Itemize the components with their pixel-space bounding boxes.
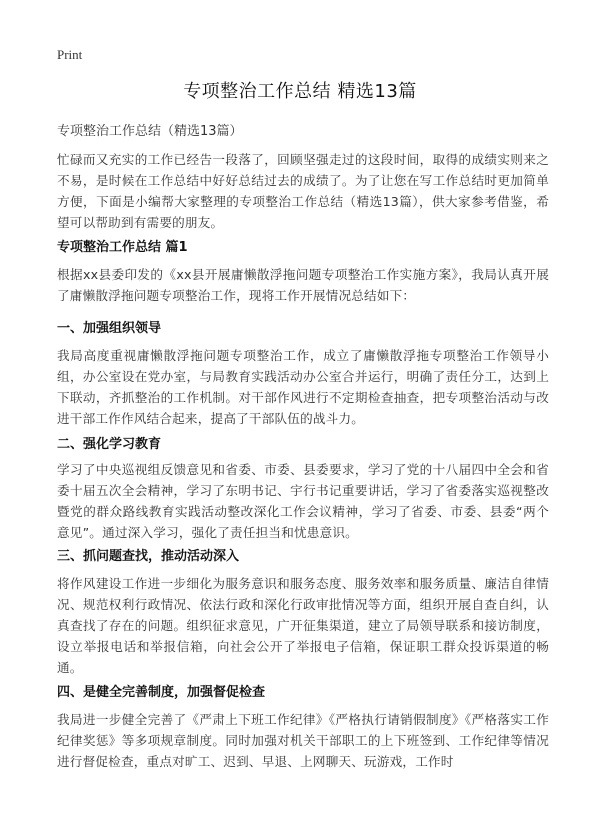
section-body-2: 学习了中央巡视组反馈意见和省委、市委、县委要求，学习了党的十八届四中全会和省委十届五次全会精神，学习了东明书记、宇行书记重要讲话，学习了省委落实巡视整改暨党的群众路线教育实践活动整改深化工作会议精神，学习了省委、市委、县委“两个意见”。通过深入学习，强化了责任担当和忧患意识。: [57, 462, 549, 540]
article-intro-paragraph: 根据xx县委印发的《xx县开展庸懒散浮拖问题专项整治工作实施方案》，我局认真开展了庸懒散浮拖问题专项整治工作，现将工作开展情况总结如下：: [57, 267, 549, 303]
section-heading-2: 二、强化学习教育: [57, 437, 162, 452]
print-label[interactable]: Print: [57, 47, 83, 62]
section-body-4: 我局进一步健全完善了《严肃上下班工作纪律》《严格执行请销假制度》《严格落实工作纪律奖惩》等多项规章制度。同时加强对机关干部职工的上下班签到、工作纪律等情况进行督促检查，重点对旷工、迟到、早退、上网聊天、玩游戏，工作时: [57, 712, 549, 769]
section-heading-1: 一、加强组织领导: [57, 321, 162, 336]
document-subtitle: 专项整治工作总结（精选13篇）: [57, 124, 243, 139]
page-title: 专项整治工作总结 精选13篇: [183, 81, 417, 102]
article-heading: 专项整治工作总结 篇1: [57, 240, 188, 255]
section-heading-3: 三、抓问题查找，推动活动深入: [57, 549, 240, 564]
section-body-3: 将作风建设工作进一步细化为服务意识和服务态度、服务效率和服务质量、廉洁自律情况、规范权利行政情况、依法行政和深化行政审批情况等方面，组织开展自查自纠，认真查找了存在的问题。组织征求意见，广开征集渠道，建立了局领导联系和接访制度，设立举报电话和举报信箱，向社会公开了举报电子信箱，保证职工群众投诉渠道的畅通。: [57, 576, 549, 675]
intro-paragraph: 忙碌而又充实的工作已经告一段落了，回顾坚强走过的这段时间，取得的成绩实则来之不易，是时候在工作总结中好好总结过去的成绩了。为了让您在写工作总结时更加简单方便，下面是小编帮大家整理的专项整治工作总结（精选13篇），供大家参考借鉴，希望可以帮助到有需要的朋友。: [57, 152, 549, 230]
section-heading-4: 四、是健全完善制度，加强督促检查: [57, 685, 266, 700]
section-body-1: 我局高度重视庸懒散浮拖问题专项整治工作，成立了庸懒散浮拖专项整治工作领导小组，办公室设在党办室，与局教育实践活动办公室合并运行，明确了责任分工，达到上下联动，齐抓整治的工作机制。对干部作风进行不定期检查抽查，把专项整治活动与改进干部工作作风结合起来，提高了干部队伍的战斗力。: [57, 348, 549, 426]
